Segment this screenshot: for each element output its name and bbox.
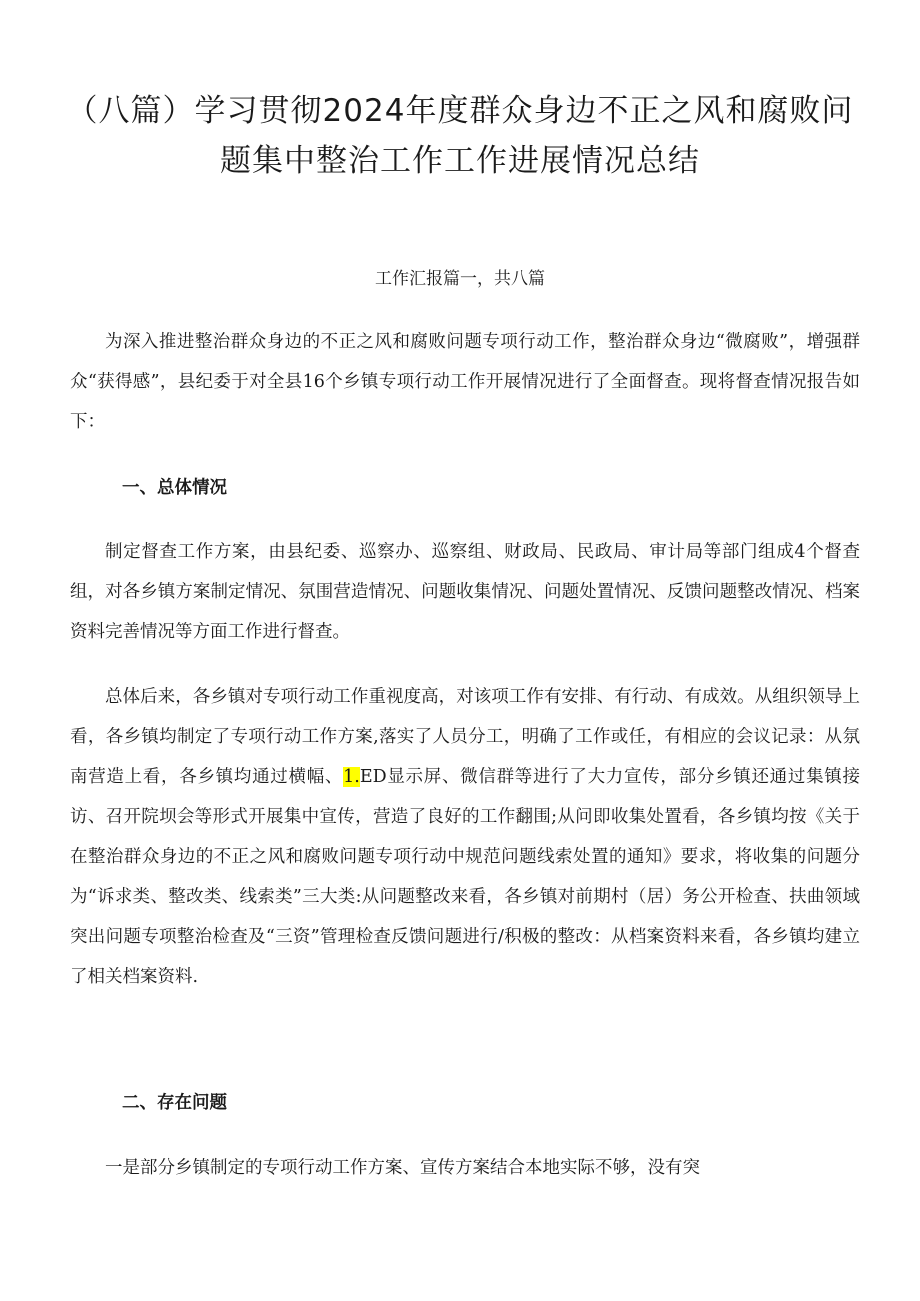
overall-paragraph-1: 制定督查工作方案，由县纪委、巡察办、巡察组、财政局、民政局、审计局等部门组成4个督查组，对各乡镇方案制定情况、氛围营造情况、问题收集情况、问题处置情况、反馈问题整改情况、档案资料完善情况等方面工作进行督查。	[70, 542, 860, 642]
overall-paragraph-2-part-2: ED显示屏、微信群等进行了大力宣传，部分乡镇还通过集镇接访、召开院坝会等形式开展集中宣传，营造了良好的工作翻围;从问即收集处置看，各乡镇均按《关于在整治群众身边的不正之风和腐败问题专项行动中规范问题线索处置的通知》要求，将收集的问题分为“诉求类、整改类、线索类”三大类:从问题整改来看，各乡镇对前期村（居）务公开检查、扶曲领域突出问题专项整治检查及“三资”管理检查反馈问题进行/积极的整改：从档案资料来看，各乡镇均建立了相关档案资料.	[70, 767, 860, 987]
section-heading-overall: 一、总体情况	[122, 478, 227, 498]
highlighted-text: 1.	[343, 767, 360, 787]
intro-paragraph: 为深入推进整治群众身边的不正之风和腐败问题专项行动工作，整治群众身边“微腐败”，增强群众“获得感”，县纪委于对全县16个乡镇专项行动工作开展情况进行了全面督查。现将督查情况报告如下：	[70, 332, 860, 432]
overall-paragraph-2-part-1: 总体后来，各乡镇对专项行动工作重视度高，对该项工作有安排、有行动、有成效。从组织领导上看，各乡镇均制定了专项行动工作方案,落实了人员分工，明确了工作或任，有相应的会议记录：从氛南营造上看，各乡镇均通过横幅、	[70, 687, 860, 787]
problems-paragraph-1: 一是部分乡镇制定的专项行动工作方案、宣传方案结合本地实际不够，没有突	[105, 1158, 700, 1178]
section-heading-problems: 二、存在问题	[122, 1093, 227, 1113]
document-subtitle: 工作汇报篇一，共八篇	[375, 269, 545, 289]
overall-paragraph-2	[70, 677, 860, 997]
document-title: （八篇）学习贯彻2024年度群众身边不正之风和腐败问题集中整治工作工作进展情况总结	[66, 93, 854, 179]
